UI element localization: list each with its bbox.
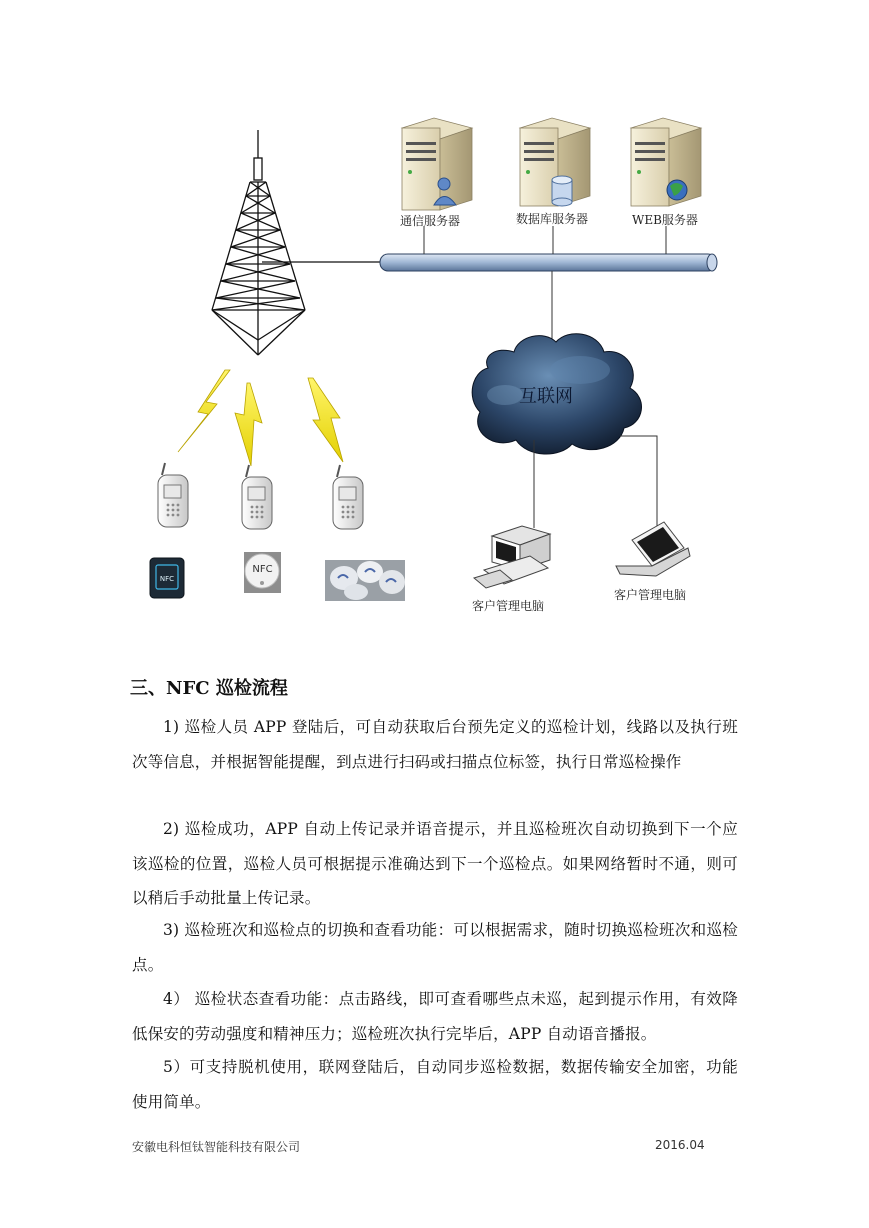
signal-bolt-icon bbox=[308, 378, 343, 462]
communication-server-label: 通信服务器 bbox=[400, 214, 461, 228]
signal-bolt-icon bbox=[178, 370, 230, 452]
paragraph-5: 5）可支持脱机使用，联网登陆后，自动同步巡检数据，数据传输安全加密，功能使用简单。 bbox=[132, 1058, 738, 1111]
laptop-computer-icon bbox=[616, 522, 690, 576]
paragraph-2: 2) 巡检成功，APP 自动上传记录并语音提示，并且巡检班次自动切换到下一个应该巡检的位置，巡检人员可根据提示准确达到下一个巡检点。如果网络暂时不通，则可以稍后手动批量上传记录。 bbox=[132, 820, 738, 907]
mobile-phone-icon bbox=[242, 465, 272, 529]
paragraph-4: 4） 巡检状态查看功能：点击路线，即可查看哪些点未巡，起到提示作用，有效降低保安的劳动强度和精神压力；巡检班次执行完毕后，APP 自动语音播报。 bbox=[132, 990, 738, 1043]
signal-bolt-icon bbox=[235, 383, 262, 466]
network-bus bbox=[380, 254, 717, 271]
laptop-client-label: 客户管理电脑 bbox=[614, 588, 687, 602]
section-heading: 三、NFC 巡检流程 bbox=[130, 678, 288, 699]
web-server-icon bbox=[631, 118, 701, 206]
radio-tower-icon bbox=[212, 130, 305, 355]
web-server-label: WEB服务器 bbox=[632, 213, 698, 227]
mobile-phone-icon bbox=[158, 463, 188, 527]
communication-server-icon bbox=[402, 118, 472, 210]
desktop-computer-icon bbox=[474, 526, 550, 588]
internet-label: 互联网 bbox=[519, 386, 573, 407]
footer-date: 2016.04 bbox=[655, 1138, 705, 1152]
nfc-tag-text: NFC bbox=[252, 564, 273, 575]
paragraph-3: 3) 巡检班次和巡检点的切换和查看功能：可以根据需求，随时切换巡检班次和巡检点。 bbox=[132, 921, 738, 974]
nfc-card-tag-icon bbox=[150, 558, 184, 598]
desktop-client-label: 客户管理电脑 bbox=[472, 599, 545, 613]
database-server-label: 数据库服务器 bbox=[516, 212, 589, 226]
nfc-sticker-tags-icon bbox=[325, 560, 405, 601]
footer-company: 安徽电科恒钛智能科技有限公司 bbox=[132, 1140, 301, 1154]
paragraph-1: 1) 巡检人员 APP 登陆后，可自动获取后台预先定义的巡检计划，线路以及执行班次等信息，并根据智能提醒，到点进行扫码或扫描点位标签，执行日常巡检操作 bbox=[132, 718, 738, 771]
mobile-phone-icon bbox=[333, 465, 363, 529]
database-server-icon bbox=[520, 118, 590, 206]
svg-text:NFC: NFC bbox=[159, 575, 175, 583]
